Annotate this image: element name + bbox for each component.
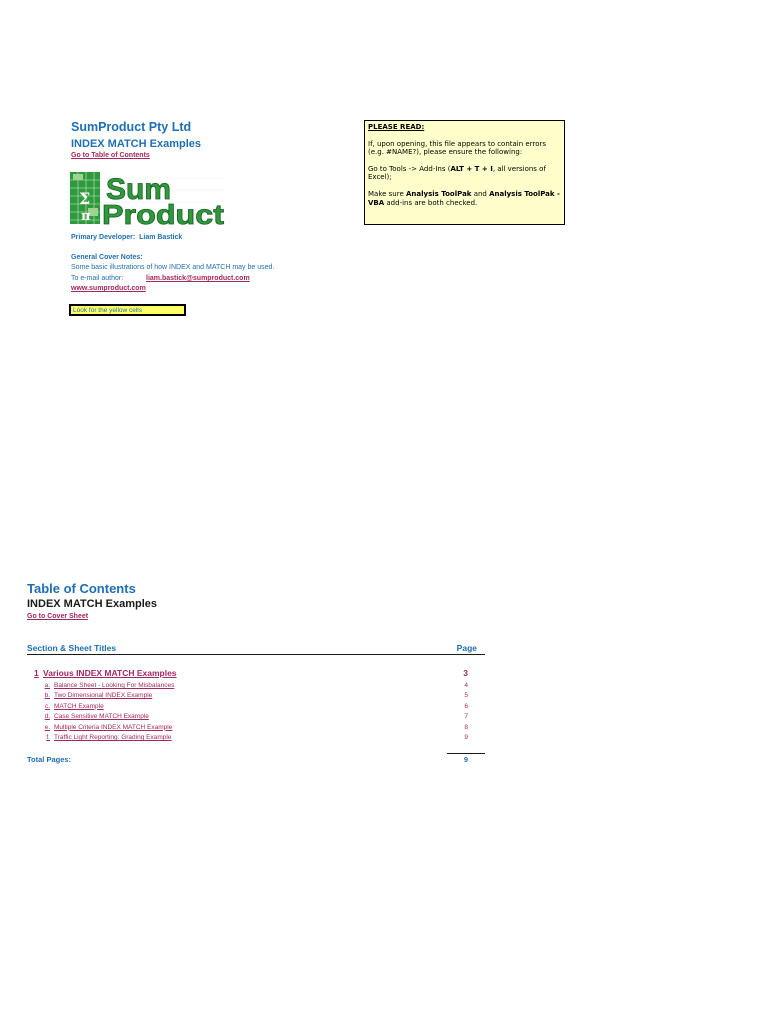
list-item bbox=[0, 682, 768, 692]
item-page: 5 bbox=[464, 692, 468, 700]
notice-toolpak-post: add-ins are both checked. bbox=[384, 198, 478, 207]
item-letter[interactable]: c. bbox=[44, 702, 50, 710]
header-rule bbox=[27, 654, 485, 655]
toc-title: Table of Contents bbox=[27, 581, 136, 596]
cover-subtitle: INDEX MATCH Examples bbox=[71, 138, 201, 150]
item-title-link[interactable]: Two Dimensional INDEX Example bbox=[54, 692, 153, 700]
author-email-link[interactable]: liam.bastick@sumproduct.com bbox=[146, 275, 250, 282]
item-letter[interactable]: a. bbox=[44, 682, 50, 689]
list-item bbox=[0, 692, 768, 702]
notice-toolpak-and: and bbox=[471, 189, 490, 198]
email-label: To e-mail author: bbox=[71, 275, 124, 282]
list-item bbox=[0, 734, 768, 744]
notice-line-addins bbox=[368, 165, 561, 182]
total-rule bbox=[447, 753, 485, 754]
please-read-notice bbox=[364, 120, 565, 225]
item-title-link[interactable]: Traffic Light Reporting: Grading Example bbox=[54, 734, 172, 741]
item-page: 7 bbox=[464, 713, 468, 721]
toc-subtitle: INDEX MATCH Examples bbox=[27, 598, 157, 610]
sigma-symbol: Σ bbox=[79, 189, 91, 208]
notice-addins-keys: ALT + T + I bbox=[450, 164, 493, 173]
notice-addins-pre: Go to Tools -> Add-Ins ( bbox=[368, 164, 451, 173]
sumproduct-logo-graphic bbox=[70, 170, 226, 226]
notes-text: Some basic illustrations of how INDEX and MATCH may be used. bbox=[71, 264, 275, 271]
item-title-link[interactable]: Balance Sheet - Looking For Misbalances bbox=[54, 682, 175, 689]
section-title-link[interactable]: Various INDEX MATCH Examples bbox=[43, 668, 177, 678]
notice-addins-post: , all versions of Excel); bbox=[368, 164, 546, 182]
item-page: 4 bbox=[464, 682, 468, 689]
item-title-link[interactable]: Multiple Criteria INDEX MATCH Example bbox=[54, 723, 173, 731]
total-pages-value: 9 bbox=[463, 755, 468, 764]
notes-heading: General Cover Notes: bbox=[71, 254, 143, 261]
notice-toolpak-name: Analysis ToolPak bbox=[406, 189, 472, 198]
notice-toolpak-vba-name: Analysis ToolPak - VBA bbox=[368, 189, 560, 207]
section-number[interactable]: 1 bbox=[34, 668, 39, 678]
list-item bbox=[0, 703, 768, 713]
item-page: 6 bbox=[464, 702, 468, 710]
go-to-cover-link[interactable]: Go to Cover Sheet bbox=[27, 613, 89, 620]
pi-symbol: π bbox=[81, 209, 91, 224]
item-page: 8 bbox=[464, 723, 468, 731]
go-to-toc-link[interactable]: Go to Table of Contents bbox=[71, 152, 150, 159]
item-letter[interactable]: d. bbox=[44, 713, 50, 721]
total-pages-label: Total Pages: bbox=[27, 755, 72, 764]
notice-line-toolpak bbox=[368, 190, 561, 207]
list-item bbox=[0, 724, 768, 734]
developer-name: Liam Bastick bbox=[139, 234, 183, 241]
col-header-page: Page bbox=[456, 643, 477, 653]
notice-toolpak-pre: Make sure bbox=[368, 189, 407, 198]
notice-line-errors: If, upon opening, this file appears to contain errors (e.g. #NAME?), please ensure the following: bbox=[368, 139, 547, 157]
section-page: 3 bbox=[463, 668, 468, 678]
list-item bbox=[0, 713, 768, 723]
item-title-link[interactable]: MATCH Example bbox=[54, 702, 104, 710]
item-page: 9 bbox=[464, 734, 468, 741]
item-letter[interactable]: f. bbox=[46, 734, 50, 741]
primary-developer bbox=[71, 234, 182, 241]
sumproduct-logo bbox=[70, 170, 226, 226]
item-title-link[interactable]: Case Sensitive MATCH Example bbox=[54, 713, 149, 721]
col-header-section: Section & Sheet Titles bbox=[27, 643, 117, 653]
company-name: SumProduct Pty Ltd bbox=[71, 120, 192, 134]
notice-heading: PLEASE READ: bbox=[368, 123, 425, 131]
logo-word-sum: Sum bbox=[106, 173, 172, 206]
developer-label: Primary Developer: bbox=[71, 234, 136, 241]
item-letter[interactable]: e. bbox=[44, 723, 50, 731]
website-link[interactable]: www.sumproduct.com bbox=[71, 285, 146, 292]
item-letter[interactable]: b. bbox=[44, 692, 50, 700]
yellow-cells-note bbox=[69, 304, 186, 316]
logo-word-product: Product bbox=[102, 199, 224, 226]
yellow-cells-text: Look for the yellow cells bbox=[73, 307, 143, 314]
